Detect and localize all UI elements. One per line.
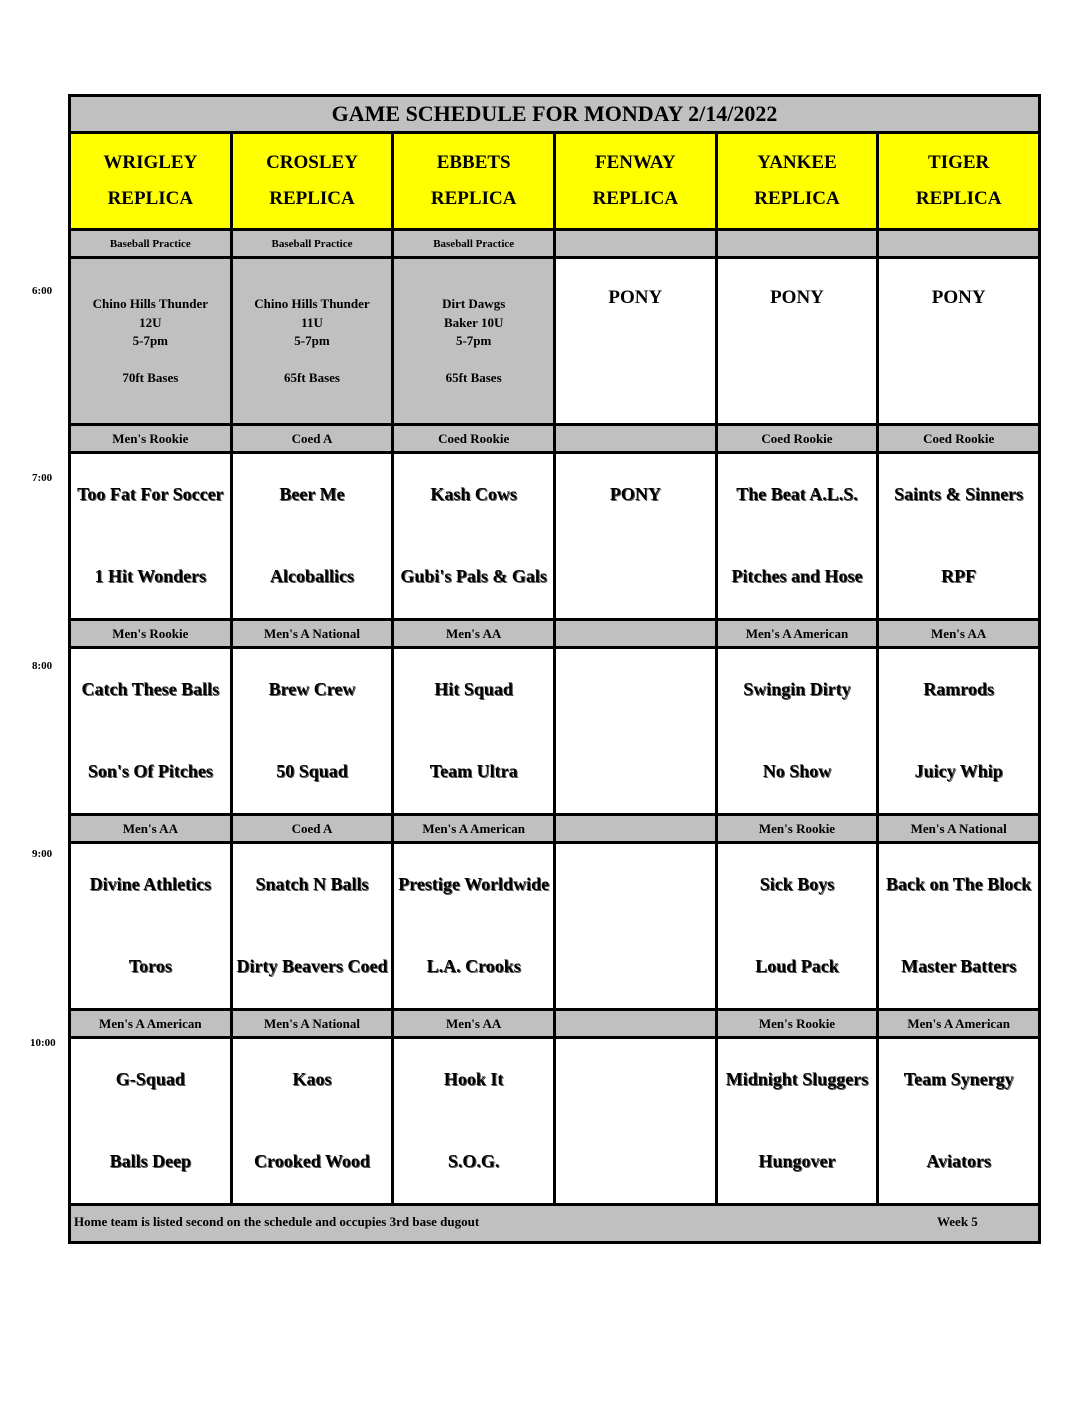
game-cell [394,649,553,813]
home-team: No Show [762,761,832,781]
home-team: Hungover [758,1151,836,1171]
division-label: Baseball Practice [233,231,392,256]
game-cell [718,844,877,1008]
practice-team-age: 12U [139,314,162,330]
field-name: FENWAY [595,152,676,173]
away-team: Sick Boys [759,874,835,894]
practice-team: Dirt Dawgs [442,296,506,311]
home-team: Master Batters [901,956,1017,976]
away-team [556,858,715,910]
home-team [556,550,715,602]
field-subtitle: REPLICA [107,188,194,209]
game-cell [71,844,230,1008]
time-label-8: 8:00 [32,660,53,672]
away-team [556,1053,715,1105]
away-team: Team Synergy [903,1069,1014,1089]
pony-label: PONY [608,287,663,308]
home-team [556,1135,715,1187]
division-label: Coed A [233,816,392,841]
home-team: Gubi's Pals & Gals [400,566,547,586]
pony-label: PONY [931,287,986,308]
game-cell [718,649,877,813]
practice-cell [233,259,392,423]
field-header [879,134,1038,228]
field-header [233,134,392,228]
division-label: Men's A National [879,816,1038,841]
away-team: Catch These Balls [81,679,220,699]
practice-bases: 65ft Bases [284,369,340,385]
game-cell [233,454,392,618]
game-cell [879,454,1038,618]
game-cell [879,1039,1038,1203]
division-label: Men's Rookie [718,1011,877,1036]
division-label: Men's AA [394,1011,553,1036]
pony-cell [718,259,877,423]
division-label [556,621,715,646]
home-team: Balls Deep [109,1151,192,1171]
practice-time: 5-7pm [132,333,169,348]
game-cell [556,454,715,618]
division-label [556,426,715,451]
practice-cell [394,259,553,423]
away-team: Kash Cows [430,484,517,504]
away-team [556,663,715,715]
pony-cell [879,259,1038,423]
division-label: Men's Rookie [71,621,230,646]
home-team: Crooked Wood [254,1151,370,1171]
game-cell [233,1039,392,1203]
field-name: EBBETS [436,152,511,173]
away-team: Beer Me [279,484,345,504]
home-team [556,940,715,992]
time-label-6: 6:00 [32,285,53,297]
pony-label: PONY [770,287,824,308]
division-label: Coed Rookie [879,426,1038,451]
home-team: 50 Squad [276,761,348,781]
home-team: L.A. Crooks [426,956,521,976]
week-label: Week 5 [937,1214,978,1229]
time-label-9: 9:00 [32,848,53,860]
home-team: Team Ultra [429,761,518,781]
away-team: Kaos [292,1069,332,1089]
field-name: WRIGLEY [103,152,198,173]
practice-team-age: Baker 10U [443,314,504,330]
field-name: CROSLEY [266,152,358,173]
time-label-10: 10:00 [30,1037,56,1049]
division-label: Baseball Practice [71,231,230,256]
game-cell [556,649,715,813]
pony-cell [556,259,715,423]
home-team: Loud Pack [755,956,839,976]
home-team: Toros [128,956,172,976]
schedule-title: GAME SCHEDULE FOR MONDAY 2/14/2022 [71,97,1038,131]
game-cell [718,1039,877,1203]
away-team: Swingin Dirty [743,679,851,699]
field-subtitle: REPLICA [430,188,517,209]
division-label [718,231,877,256]
home-team: 1 Hit Wonders [94,566,207,586]
field-subtitle: REPLICA [269,188,355,209]
division-label: Baseball Practice [394,231,553,256]
practice-time: 5-7pm [455,333,492,348]
game-cell [71,1039,230,1203]
home-team: S.O.G. [447,1151,500,1171]
division-label: Men's AA [879,621,1038,646]
field-header [71,134,230,228]
home-team: RPF [941,566,977,586]
field-subtitle: REPLICA [754,188,840,209]
practice-cell [71,259,230,423]
field-name: TIGER [928,152,990,173]
away-team: Midnight Sluggers [725,1069,869,1089]
division-label: Men's A American [718,621,877,646]
away-team: Prestige Worldwide [398,874,550,894]
away-team: Hook It [443,1069,504,1089]
division-label: Men's A American [71,1011,230,1036]
division-label: Men's Rookie [71,426,230,451]
away-team: Snatch N Balls [255,874,369,894]
away-team: Ramrods [923,679,994,699]
division-label: Men's A American [394,816,553,841]
game-cell [233,649,392,813]
division-label [556,816,715,841]
practice-team: Chino Hills Thunder [92,296,209,311]
game-cell [879,844,1038,1008]
division-label: Men's AA [394,621,553,646]
game-cell [394,844,553,1008]
game-cell [718,454,877,618]
away-team: Saints & Sinners [894,484,1024,504]
practice-bases: 65ft Bases [445,369,502,385]
away-team: Back on The Block [886,874,1032,894]
division-label: Men's A American [879,1011,1038,1036]
game-cell [394,454,553,618]
division-label: Men's A National [233,1011,392,1036]
away-team: Brew Crew [268,679,356,699]
game-cell [71,454,230,618]
home-team: Son's Of Pitches [87,761,213,781]
home-team: Alcoballics [269,566,354,586]
home-team: Juicy Whip [914,761,1003,781]
time-label-7: 7:00 [32,472,53,484]
time-column [0,0,70,1408]
division-label: Coed A [233,426,392,451]
field-header [394,134,553,228]
game-cell [71,649,230,813]
away-team: Too Fat For Soccer [77,484,224,504]
field-subtitle: REPLICA [592,188,679,209]
division-label [556,1011,715,1036]
home-team: Pitches and Hose [731,566,863,586]
division-label: Men's AA [71,816,230,841]
field-header [718,134,877,228]
division-label: Men's Rookie [718,816,877,841]
away-team: G-Squad [115,1069,185,1089]
away-team: The Beat A.L.S. [736,484,858,504]
away-team: Divine Athletics [89,874,212,894]
practice-team: Chino Hills Thunder [254,296,370,311]
game-cell [556,1039,715,1203]
home-team: Aviators [926,1151,991,1171]
field-header [556,134,715,228]
field-name: YANKEE [757,152,837,173]
footer-row [71,1206,1038,1241]
footer-note: Home team is listed second on the schedule and occupies 3rd base dugout [74,1214,480,1229]
practice-team-age: 11U [301,314,323,330]
game-cell [556,844,715,1008]
division-label [556,231,715,256]
away-team: PONY [609,484,661,504]
game-cell [879,649,1038,813]
home-team [556,745,715,797]
practice-time: 5-7pm [294,333,330,348]
practice-bases: 70ft Bases [122,369,179,385]
away-team: Hit Squad [434,679,513,699]
schedule-table [68,94,1041,1244]
division-label: Coed Rookie [718,426,877,451]
division-label: Men's A National [233,621,392,646]
division-label: Coed Rookie [394,426,553,451]
game-cell [233,844,392,1008]
game-cell [394,1039,553,1203]
division-label [879,231,1038,256]
field-subtitle: REPLICA [915,188,1002,209]
home-team: Dirty Beavers Coed [236,956,388,976]
